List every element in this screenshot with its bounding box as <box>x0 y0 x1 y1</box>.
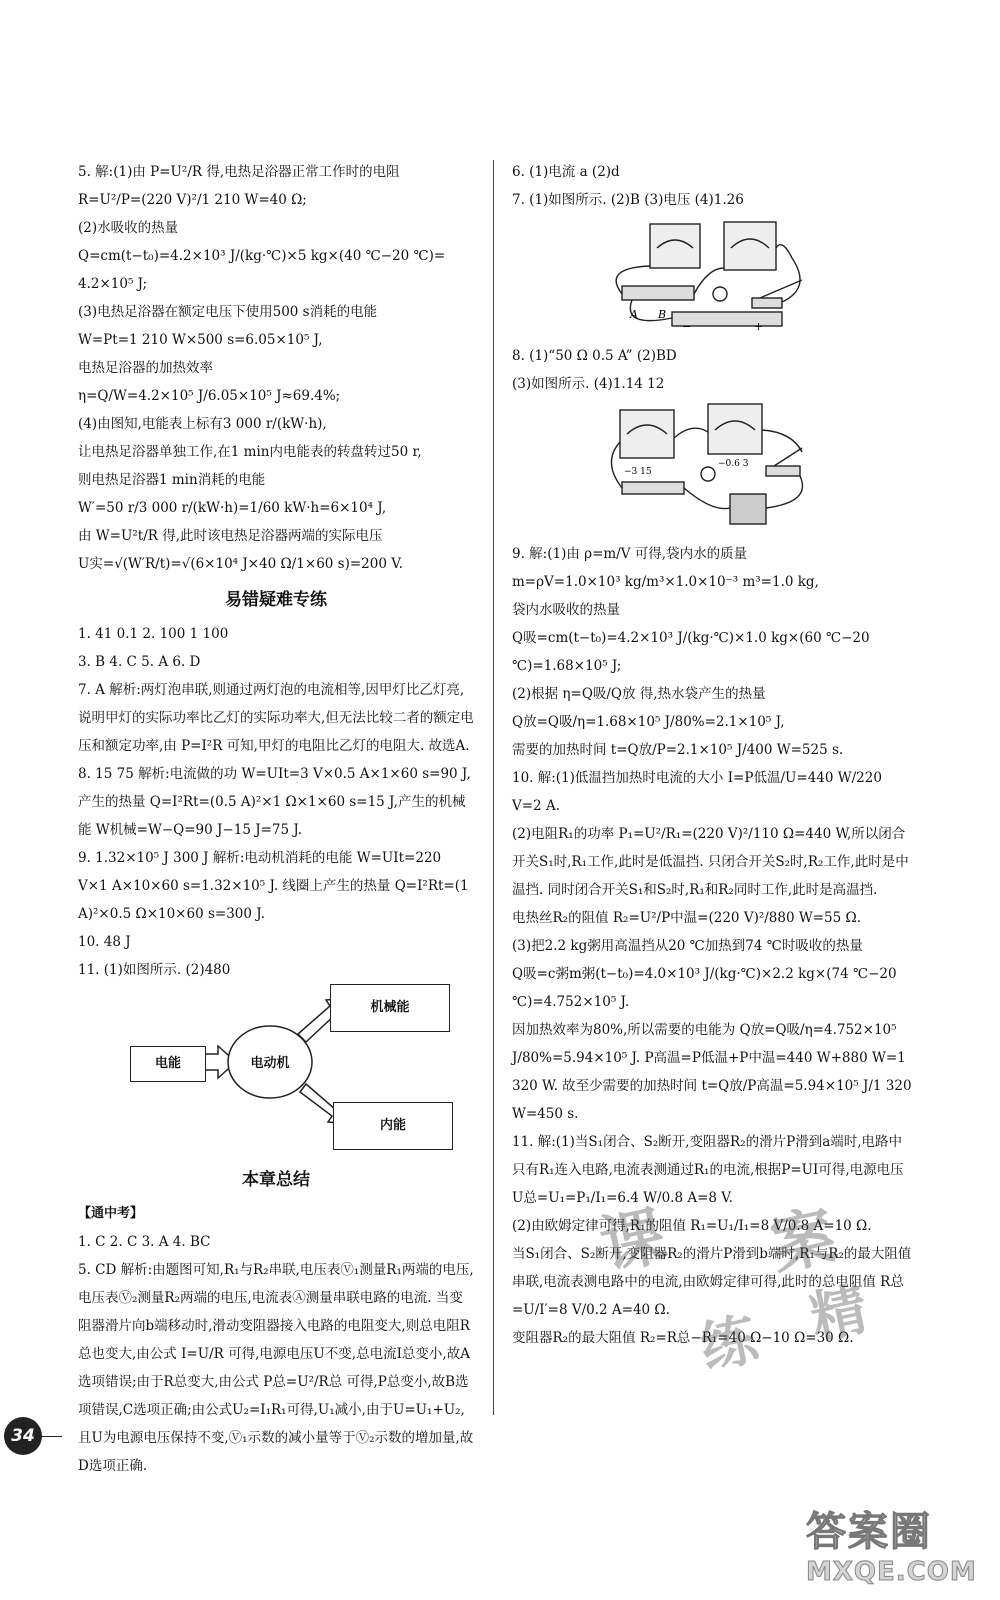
diagram-center-label: 电动机 <box>250 1056 290 1071</box>
q9-line: 9. 解:(1)由 ρ=m/V 可得,袋内水的质量 <box>512 546 748 562</box>
right-column <box>512 158 912 1352</box>
answer-line: 1. C 2. C 3. A 4. BC <box>78 1234 211 1250</box>
site-stamp <box>806 1500 977 1587</box>
q11-line: 当S₁闭合、S₂断开,变阻器R₂的滑片P滑到b端时,R₁与R₂的最大阻值串联,电流表测电路中的电流,由欧姆定律可得,此时的总电阻值 R总=U/I′=8 V/0.2 A=40 Ω. <box>512 1246 912 1318</box>
left-column <box>78 158 474 1480</box>
q9-line: (2)根据 η=Q吸/Q放 得,热水袋产生的热量 <box>512 686 766 702</box>
answer-line: 8. (1)“50 Ω 0.5 A” (2)BD <box>512 348 677 364</box>
fig8-label: −0.6 3 <box>718 459 749 469</box>
fig7-label: − <box>682 320 692 333</box>
answer-line: 5. CD 解析:由题图可知,R₁与R₂串联,电压表Ⓥ₁测量R₁两端的电压,电压表Ⓥ₂测量R₂两端的电压,电流表Ⓐ测量串联电路的电流. 当变阻器滑片向b端移动时,滑动变阻器接入电路的电阻变大,则总电阻R总也变大,由公式 I=U/R 可得,电源电压U不变,总电流I总变小,故A选项错误;由于R总变大,由公式 P总=U²/R总 可得,P总变小,故B选项错误,C选项正确;由公式U₂=I₁R₁可得,U₁减小,由于U=U₁+U₂,且U为电源电压保持不变,Ⓥ₁示数的减小量等于Ⓥ₂示数的增加量,故D选项正确. <box>78 1262 474 1474</box>
q11-line: 变阻器R₂的最大阻值 R₂=R总−R₁=40 Ω−10 Ω=30 Ω. <box>512 1330 854 1346</box>
q9-line: 袋内水吸收的热量 <box>512 602 620 618</box>
fig8-label: −3 15 <box>624 467 652 477</box>
watermark-char: 精 <box>804 1276 874 1353</box>
q5-line: 5. 解:(1)由 P=U²/R 得,电热足浴器正常工作时的电阻 <box>78 164 400 180</box>
q10-line: (3)把2.2 kg粥用高温挡从20 ℃加热到74 ℃时吸收的热量 <box>512 938 863 954</box>
answer-line: 11. (1)如图所示. (2)480 <box>78 962 231 978</box>
diagram-box-internal: 内能 <box>333 1102 453 1150</box>
q5-line: U实=√(W′R/t)=√(6×10⁴ J×40 Ω/1×60 s)=200 V. <box>78 556 403 572</box>
stamp-url: MXQE.COM <box>806 1557 977 1587</box>
section-title-summary: 本章总结 <box>242 1170 310 1190</box>
q10-line: 10. 解:(1)低温挡加热时电流的大小 I=P低温/U=440 W/220 V=2 A. <box>512 770 882 814</box>
q9-line: Q放=Q吸/η=1.68×10⁵ J/80%=2.1×10⁵ J, <box>512 714 785 730</box>
q10-line: Q吸=c粥m粥(t−t₀)=4.0×10³ J/(kg·℃)×2.2 kg×(74 ℃−20 ℃)=4.752×10⁵ J. <box>512 966 897 1010</box>
circuit-figure-8 <box>512 402 912 532</box>
circuit-figure-7 <box>512 218 912 334</box>
watermark-char: 练 <box>694 1306 764 1383</box>
q5-line: 电热足浴器的加热效率 <box>78 360 213 376</box>
fig7-label: B <box>658 308 667 321</box>
q11-line: 11. 解:(1)当S₁闭合、S₂断开,变阻器R₂的滑片P滑到a端时,电路中只有R₁连入电路,电流表测通过R₁的电流,根据P=UI可得,电源电压 U总=U₁=P₁/I₁=6.4 W/0.8 A=8 V. <box>512 1134 904 1206</box>
energy-flow-diagram <box>78 984 474 1194</box>
column-divider <box>493 160 494 1415</box>
watermark-char: 课 <box>594 1199 673 1285</box>
q9-line: 需要的加热时间 t=Q放/P=2.1×10⁵ J/400 W=525 s. <box>512 742 844 758</box>
q11-line: (2)由欧姆定律可得,R₁的阻值 R₁=U₁/I₁=8 V/0.8 A=10 Ω. <box>512 1218 872 1234</box>
q5-line: W=Pt=1 210 W×500 s=6.05×10⁵ J, <box>78 332 323 348</box>
answer-line: 8. 15 75 解析:电流做的功 W=UIt=3 V×0.5 A×1×60 s=90 J,产生的热量 Q=I²Rt=(0.5 A)²×1 Ω×1×60 s=15 J,产生的机械能 W机械=W−Q=90 J−15 J=75 J. <box>78 766 471 838</box>
q5-line: R=U²/P=(220 V)²/1 210 W=40 Ω; <box>78 192 307 208</box>
answer-line: (3)如图所示. (4)1.14 12 <box>512 376 665 392</box>
q5-line: 由 W=U²t/R 得,此时该电热足浴器两端的实际电压 <box>78 528 383 544</box>
q5-line: 让电热足浴器单独工作,在1 min内电能表的转盘转过50 r, <box>78 444 422 460</box>
q5-line: Q=cm(t−t₀)=4.2×10³ J/(kg·℃)×5 kg×(40 ℃−20 ℃)= <box>78 248 446 264</box>
stamp-title: 答案圈 <box>806 1509 932 1555</box>
diagram-box-mechanical: 机械能 <box>330 984 450 1032</box>
q5-line: W′=50 r/3 000 r/(kW·h)=1/60 kW·h=6×10⁴ J, <box>78 500 387 516</box>
diagram-box-source: 电能 <box>130 1046 206 1082</box>
section-tag: 【通中考】 <box>78 1206 144 1221</box>
fig7-label: + <box>754 320 764 333</box>
page-number-rule <box>42 1436 62 1437</box>
watermark-char: 案 <box>764 1199 843 1285</box>
q5-line: (4)由图知,电能表上标有3 000 r/(kW·h), <box>78 416 327 432</box>
q9-line: Q吸=cm(t−t₀)=4.2×10³ J/(kg·℃)×1.0 kg×(60 ℃−20 ℃)=1.68×10⁵ J; <box>512 630 870 674</box>
q5-line: 则电热足浴器1 min消耗的电能 <box>78 472 266 488</box>
q10-line: (2)电阻R₁的功率 P₁=U²/R₁=(220 V)²/110 Ω=440 W,所以闭合开关S₁时,R₁工作,此时是低温挡. 只闭合开关S₂时,R₂工作,此时是中温挡. 同时闭合开关S₁和S₂时,R₁和R₂同时工作,此时是高温挡. <box>512 826 909 898</box>
answer-line: 3. B 4. C 5. A 6. D <box>78 654 201 670</box>
page-number: 34 <box>4 1417 42 1455</box>
q5-line: η=Q/W=4.2×10⁵ J/6.05×10⁵ J≈69.4%; <box>78 388 341 404</box>
answer-line: 7. A 解析:两灯泡串联,则通过两灯泡的电流相等,因甲灯比乙灯亮,说明甲灯的实际功率比乙灯的实际功率大,但无法比较二者的额定电压和额定功率,由 P=I²R 可知,甲灯的电阻比乙灯的电阻大. 故选A. <box>78 682 474 754</box>
answer-line: 1. 41 0.1 2. 100 1 100 <box>78 626 229 642</box>
answer-line: 10. 48 J <box>78 934 131 950</box>
answer-line: 9. 1.32×10⁵ J 300 J 解析:电动机消耗的电能 W=UIt=220 V×1 A×10×60 s=1.32×10⁵ J. 线圈上产生的热量 Q=I²Rt=(1 A)²×0.5 Ω×10×60 s=300 J. <box>78 850 469 922</box>
q10-line: 因加热效率为80%,所以需要的电能为 Q放=Q吸/η=4.752×10⁵ J/80%=5.94×10⁵ J. P高温=P低温+P中温=440 W+880 W=1 320 W. 故至少需要的加热时间 t=Q放/P高温=5.94×10⁵ J/1 320 W=450 s. <box>512 1022 912 1122</box>
q5-line: 4.2×10⁵ J; <box>78 276 148 292</box>
section-title-errors: 易错疑难专练 <box>225 590 327 610</box>
answer-line: 6. (1)电流 a (2)d <box>512 164 620 180</box>
q5-line: (3)电热足浴器在额定电压下使用500 s消耗的电能 <box>78 304 378 320</box>
q9-line: m=ρV=1.0×10³ kg/m³×1.0×10⁻³ m³=1.0 kg, <box>512 574 819 590</box>
q10-line: 电热丝R₂的阻值 R₂=U²/P中温=(220 V)²/880 W=55 Ω. <box>512 910 861 926</box>
fig7-label: A <box>630 308 638 321</box>
answer-line: 7. (1)如图所示. (2)B (3)电压 (4)1.26 <box>512 192 744 208</box>
q5-line: (2)水吸收的热量 <box>78 220 179 236</box>
